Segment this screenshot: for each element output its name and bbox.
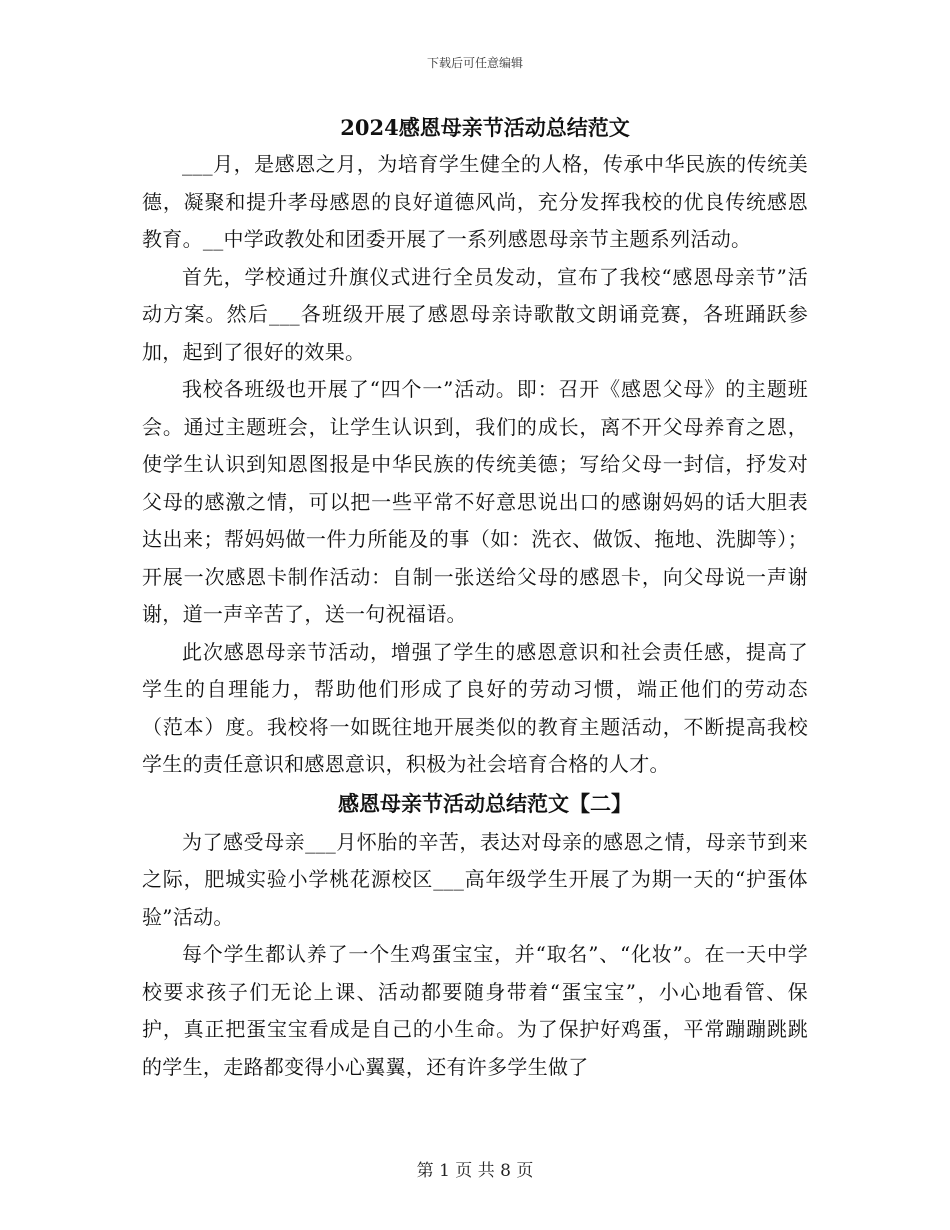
header-note: 下载后可任意编辑 [426,56,523,70]
document-title: 2024感恩母亲节活动总结范文 [340,115,630,140]
paragraph: 每个学生都认养了一个生鸡蛋宝宝，并“取名”、“化妆”。在一天中学校要求孩子们无论上课、活动都要随身带着“蛋宝宝”，小心地看管、保护，真正把蛋宝宝看成是自己的小生命。为了保护好鸡蛋，平常蹦蹦跳跳的学生，走路都变得小心翼翼，还有许多学生做了 [142,942,808,1079]
page-footer: 第 1 页 共 8 页 [416,1161,534,1181]
paragraph: 此次感恩母亲节活动，增强了学生的感恩意识和社会责任感，提高了学生的自理能力，帮助他们形成了良好的劳动习惯，端正他们的劳动态（范本）度。我校将一如既往地开展类似的教育主题活动，不断提高我校学生的责任意识和感恩意识，积极为社会培育合格的人才。 [142,639,808,776]
document-body [142,112,808,1086]
paragraph: ___月，是感恩之月，为培育学生健全的人格，传承中华民族的传统美德，凝聚和提升孝母感恩的良好道德风尚，充分发挥我校的优良传统感恩教育。__中学政教处和团委开展了一系列感恩母亲节主题系列活动。 [142,152,808,251]
paragraph: 为了感受母亲___月怀胎的辛苦，表达对母亲的感恩之情，母亲节到来之际，肥城实验小学桃花源校区___高年级学生开展了为期一天的“护蛋体验”活动。 [142,829,808,929]
section-title: 感恩母亲节活动总结范文【二】 [338,790,632,816]
paragraph: 我校各班级也开展了“四个一”活动。即：召开《感恩父母》的主题班会。通过主题班会，让学生认识到，我们的成长，离不开父母养育之恩，使学生认识到知恩图报是中华民族的传统美德；写给父母一封信，抒发对父母的感激之情，可以把一些平常不好意思说出口的感谢妈妈的话大胆表达出来；帮妈妈做一件力所能及的事（如：洗衣、做饭、拖地、洗脚等）；开展一次感恩卡制作活动：自制一张送给父母的感恩卡，向父母说一声谢谢，道一声辛苦了，送一句祝福语。 [142,377,808,626]
paragraph: 首先，学校通过升旗仪式进行全员发动，宣布了我校“感恩母亲节”活动方案。然后___各班级开展了感恩母亲诗歌散文朗诵竞赛，各班踊跃参加，起到了很好的效果。 [142,264,808,364]
